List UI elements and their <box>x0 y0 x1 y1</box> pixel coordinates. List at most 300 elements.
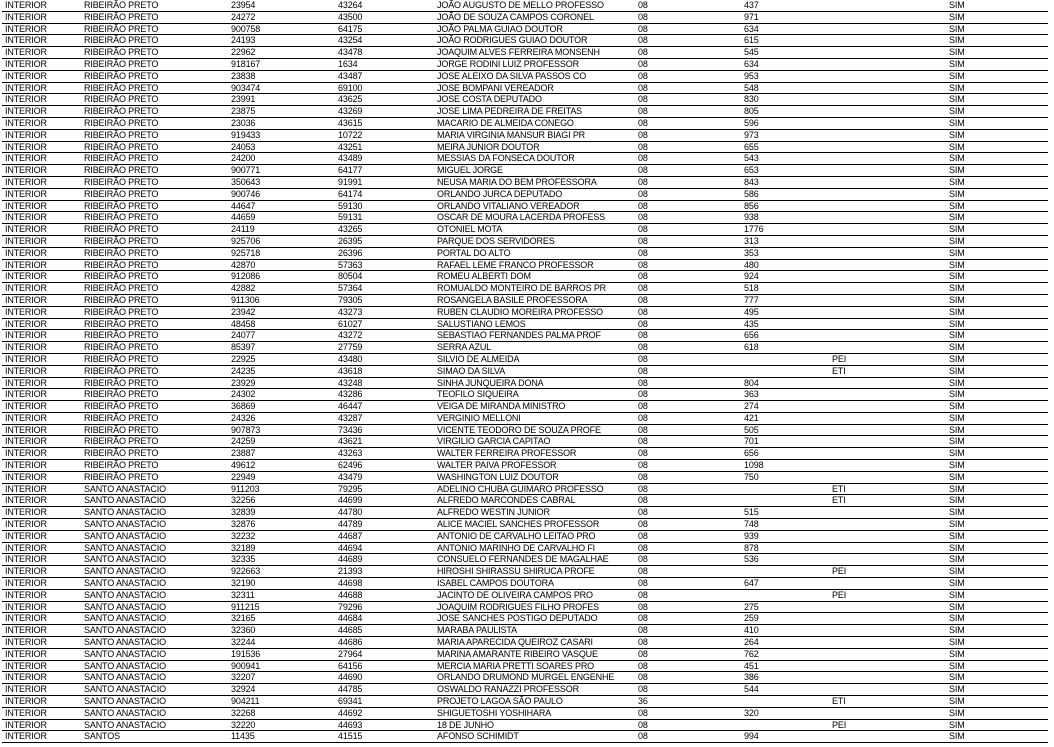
cell-code: 32165 <box>228 613 335 625</box>
cell-code: 22949 <box>228 471 335 483</box>
cell-cie: 43618 <box>335 365 434 377</box>
cell-city: RIBEIRÃO PRETO <box>81 247 228 259</box>
cell-type: 08 <box>635 188 741 200</box>
cell-cie: 43287 <box>335 412 434 424</box>
cell-city: RIBEIRÃO PRETO <box>81 82 228 94</box>
cell-city: RIBEIRÃO PRETO <box>81 176 228 188</box>
cell-code: 42882 <box>228 283 335 295</box>
cell-program <box>829 235 946 247</box>
cell-code: 922663 <box>228 566 335 578</box>
cell-type: 08 <box>635 11 741 23</box>
table-row <box>2 660 1048 672</box>
cell-cie: 26395 <box>335 235 434 247</box>
cell-code: 32244 <box>228 637 335 649</box>
cell-school: OSWALDO RANAZZI PROFESSOR <box>434 684 635 696</box>
cell-flag: SIM <box>946 94 1048 106</box>
cell-code: 911306 <box>228 294 335 306</box>
cell-city: RIBEIRÃO PRETO <box>81 235 228 247</box>
cell-city: RIBEIRÃO PRETO <box>81 306 228 318</box>
cell-count: 804 <box>741 377 829 389</box>
table-row <box>2 224 1048 236</box>
cell-flag: SIM <box>946 566 1048 578</box>
cell-count: 656 <box>741 330 829 342</box>
cell-flag: SIM <box>946 188 1048 200</box>
table-row <box>2 235 1048 247</box>
cell-school: JOÃO DE SOUZA CAMPOS CORONEL <box>434 11 635 23</box>
cell-school: CONSUELO FERNANDES DE MAGALHAE <box>434 554 635 566</box>
cell-count: 762 <box>741 648 829 660</box>
cell-region: INTERIOR <box>2 495 81 507</box>
cell-school: PARQUE DOS SERVIDORES <box>434 235 635 247</box>
cell-count: 320 <box>741 707 829 719</box>
cell-program <box>829 200 946 212</box>
table-row <box>2 283 1048 295</box>
cell-school: SHIGUETOSHI YOSHIHARA <box>434 707 635 719</box>
cell-school: JOAQUIM ALVES FERREIRA MONSENH <box>434 47 635 59</box>
cell-type: 08 <box>635 235 741 247</box>
cell-count: 939 <box>741 530 829 542</box>
cell-program <box>829 377 946 389</box>
cell-type: 08 <box>635 412 741 424</box>
cell-code: 11435 <box>228 731 335 743</box>
cell-count: 386 <box>741 672 829 684</box>
cell-cie: 41515 <box>335 731 434 743</box>
school-table <box>2 0 1048 743</box>
cell-cie: 44689 <box>335 554 434 566</box>
cell-cie: 64177 <box>335 165 434 177</box>
cell-count: 544 <box>741 684 829 696</box>
cell-school: JOÃO RODRIGUES GUIAO DOUTOR <box>434 35 635 47</box>
cell-flag: SIM <box>946 707 1048 719</box>
cell-city: RIBEIRÃO PRETO <box>81 424 228 436</box>
cell-count: 777 <box>741 294 829 306</box>
cell-flag: SIM <box>946 342 1048 354</box>
cell-school: VIRGILIO GARCIA CAPITAO <box>434 436 635 448</box>
cell-type: 08 <box>635 424 741 436</box>
cell-count: 274 <box>741 401 829 413</box>
table-row <box>2 35 1048 47</box>
cell-flag: SIM <box>946 696 1048 708</box>
cell-count: 259 <box>741 613 829 625</box>
table-row <box>2 719 1048 731</box>
cell-program <box>829 212 946 224</box>
cell-school: OTONIEL MOTA <box>434 224 635 236</box>
table-row <box>2 684 1048 696</box>
cell-region: INTERIOR <box>2 176 81 188</box>
cell-count: 275 <box>741 601 829 613</box>
cell-city: SANTO ANASTACIO <box>81 719 228 731</box>
cell-flag: SIM <box>946 23 1048 35</box>
cell-school: VERGINIO MELLONI <box>434 412 635 424</box>
cell-city: RIBEIRÃO PRETO <box>81 365 228 377</box>
cell-school: HIROSHI SHIRASSU SHIRUCA PROFE <box>434 566 635 578</box>
cell-flag: SIM <box>946 106 1048 118</box>
table-row <box>2 129 1048 141</box>
cell-type: 08 <box>635 519 741 531</box>
table-row <box>2 424 1048 436</box>
cell-type: 08 <box>635 306 741 318</box>
cell-program <box>829 412 946 424</box>
cell-cie: 43487 <box>335 70 434 82</box>
cell-flag: SIM <box>946 247 1048 259</box>
cell-flag: SIM <box>946 117 1048 129</box>
cell-region: INTERIOR <box>2 247 81 259</box>
cell-cie: 43248 <box>335 377 434 389</box>
cell-program <box>829 424 946 436</box>
cell-school: MARABA PAULISTA <box>434 625 635 637</box>
table-row <box>2 353 1048 365</box>
cell-school: JOSE BOMPANI VEREADOR <box>434 82 635 94</box>
cell-flag: SIM <box>946 424 1048 436</box>
cell-school: JORGE RODINI LUIZ PROFESSOR <box>434 58 635 70</box>
cell-program <box>829 94 946 106</box>
cell-count: 701 <box>741 436 829 448</box>
cell-type: 08 <box>635 613 741 625</box>
cell-type: 08 <box>635 58 741 70</box>
cell-type: 08 <box>635 342 741 354</box>
cell-region: INTERIOR <box>2 684 81 696</box>
cell-cie: 57363 <box>335 259 434 271</box>
cell-flag: SIM <box>946 613 1048 625</box>
cell-type: 08 <box>635 625 741 637</box>
cell-type: 08 <box>635 637 741 649</box>
cell-cie: 27759 <box>335 342 434 354</box>
cell-type: 08 <box>635 94 741 106</box>
cell-city: RIBEIRÃO PRETO <box>81 58 228 70</box>
cell-flag: SIM <box>946 0 1048 11</box>
cell-program <box>829 70 946 82</box>
cell-cie: 43615 <box>335 117 434 129</box>
cell-cie: 59131 <box>335 212 434 224</box>
cell-city: RIBEIRÃO PRETO <box>81 165 228 177</box>
cell-region: INTERIOR <box>2 165 81 177</box>
cell-school: PROJETO LAGOA SÃO PAULO <box>434 696 635 708</box>
cell-count: 843 <box>741 176 829 188</box>
cell-city: SANTO ANASTACIO <box>81 672 228 684</box>
cell-city: SANTO ANASTACIO <box>81 483 228 495</box>
table-row <box>2 507 1048 519</box>
cell-cie: 73436 <box>335 424 434 436</box>
table-row <box>2 578 1048 590</box>
table-row <box>2 625 1048 637</box>
table-row <box>2 58 1048 70</box>
cell-city: RIBEIRÃO PRETO <box>81 401 228 413</box>
cell-type: 08 <box>635 224 741 236</box>
cell-code: 42870 <box>228 259 335 271</box>
cell-cie: 44692 <box>335 707 434 719</box>
cell-cie: 43254 <box>335 35 434 47</box>
table-row <box>2 23 1048 35</box>
cell-code: 32232 <box>228 530 335 542</box>
cell-code: 49612 <box>228 460 335 472</box>
cell-type: 08 <box>635 165 741 177</box>
cell-flag: SIM <box>946 401 1048 413</box>
cell-type: 08 <box>635 648 741 660</box>
cell-code: 32268 <box>228 707 335 719</box>
cell-type: 08 <box>635 507 741 519</box>
cell-count: 938 <box>741 212 829 224</box>
cell-cie: 43500 <box>335 11 434 23</box>
table-row <box>2 117 1048 129</box>
cell-count: 653 <box>741 165 829 177</box>
cell-code: 24200 <box>228 153 335 165</box>
cell-program <box>829 294 946 306</box>
cell-flag: SIM <box>946 129 1048 141</box>
cell-region: INTERIOR <box>2 0 81 11</box>
cell-flag: SIM <box>946 519 1048 531</box>
cell-code: 907873 <box>228 424 335 436</box>
cell-program <box>829 637 946 649</box>
cell-region: INTERIOR <box>2 235 81 247</box>
cell-city: RIBEIRÃO PRETO <box>81 330 228 342</box>
cell-count: 495 <box>741 306 829 318</box>
cell-type: 08 <box>635 47 741 59</box>
table-row <box>2 448 1048 460</box>
cell-code: 24235 <box>228 365 335 377</box>
cell-code: 48458 <box>228 318 335 330</box>
cell-school: AFONSO SCHIMIDT <box>434 731 635 743</box>
cell-type: 08 <box>635 660 741 672</box>
cell-city: RIBEIRÃO PRETO <box>81 342 228 354</box>
cell-school: ADELINO CHUBA GUIMARO PROFESSO <box>434 483 635 495</box>
cell-city: RIBEIRÃO PRETO <box>81 70 228 82</box>
cell-program <box>829 471 946 483</box>
cell-flag: SIM <box>946 389 1048 401</box>
cell-school: VICENTE TEODORO DE SOUZA PROFE <box>434 424 635 436</box>
cell-cie: 69341 <box>335 696 434 708</box>
cell-program <box>829 684 946 696</box>
cell-region: INTERIOR <box>2 483 81 495</box>
cell-cie: 27964 <box>335 648 434 660</box>
table-row <box>2 648 1048 660</box>
cell-count: 515 <box>741 507 829 519</box>
cell-region: INTERIOR <box>2 519 81 531</box>
cell-program <box>829 283 946 295</box>
cell-program: PEI <box>829 719 946 731</box>
cell-city: RIBEIRÃO PRETO <box>81 200 228 212</box>
cell-program <box>829 507 946 519</box>
cell-region: INTERIOR <box>2 613 81 625</box>
cell-flag: SIM <box>946 259 1048 271</box>
cell-count: 545 <box>741 47 829 59</box>
cell-count <box>741 353 829 365</box>
cell-type: 08 <box>635 401 741 413</box>
cell-flag: SIM <box>946 672 1048 684</box>
cell-flag: SIM <box>946 318 1048 330</box>
cell-count: 353 <box>741 247 829 259</box>
table-row <box>2 271 1048 283</box>
cell-type: 08 <box>635 70 741 82</box>
cell-code: 912086 <box>228 271 335 283</box>
cell-type: 08 <box>635 495 741 507</box>
cell-city: RIBEIRÃO PRETO <box>81 188 228 200</box>
cell-region: INTERIOR <box>2 554 81 566</box>
cell-flag: SIM <box>946 165 1048 177</box>
cell-code: 23887 <box>228 448 335 460</box>
cell-school: JOÃO PALMA GUIAO DOUTOR <box>434 23 635 35</box>
cell-flag: SIM <box>946 542 1048 554</box>
cell-code: 24326 <box>228 412 335 424</box>
cell-region: INTERIOR <box>2 318 81 330</box>
cell-program <box>829 318 946 330</box>
cell-cie: 44699 <box>335 495 434 507</box>
cell-flag: SIM <box>946 495 1048 507</box>
cell-region: INTERIOR <box>2 82 81 94</box>
cell-count: 805 <box>741 106 829 118</box>
cell-city: RIBEIRÃO PRETO <box>81 94 228 106</box>
cell-flag: SIM <box>946 82 1048 94</box>
table-row <box>2 542 1048 554</box>
cell-code: 24119 <box>228 224 335 236</box>
cell-region: INTERIOR <box>2 188 81 200</box>
cell-code: 900758 <box>228 23 335 35</box>
table-row <box>2 471 1048 483</box>
cell-type: 08 <box>635 35 741 47</box>
cell-cie: 80504 <box>335 271 434 283</box>
cell-program <box>829 330 946 342</box>
cell-cie: 44686 <box>335 637 434 649</box>
table-row <box>2 11 1048 23</box>
cell-region: INTERIOR <box>2 353 81 365</box>
cell-cie: 44789 <box>335 519 434 531</box>
cell-cie: 79296 <box>335 601 434 613</box>
cell-count: 647 <box>741 578 829 590</box>
table-row <box>2 530 1048 542</box>
cell-city: SANTO ANASTACIO <box>81 696 228 708</box>
cell-region: INTERIOR <box>2 58 81 70</box>
cell-school: ANTONIO MARINHO DE CARVALHO FI <box>434 542 635 554</box>
cell-city: RIBEIRÃO PRETO <box>81 259 228 271</box>
cell-city: SANTO ANASTACIO <box>81 660 228 672</box>
cell-school: SERRA AZUL <box>434 342 635 354</box>
cell-region: INTERIOR <box>2 436 81 448</box>
cell-cie: 46447 <box>335 401 434 413</box>
cell-flag: SIM <box>946 589 1048 601</box>
cell-city: SANTO ANASTACIO <box>81 707 228 719</box>
cell-flag: SIM <box>946 11 1048 23</box>
cell-code: 32190 <box>228 578 335 590</box>
cell-region: INTERIOR <box>2 578 81 590</box>
cell-school: JOÃO AUGUSTO DE MELLO PROFESSO <box>434 0 635 11</box>
cell-flag: SIM <box>946 719 1048 731</box>
cell-code: 24053 <box>228 141 335 153</box>
cell-type: 08 <box>635 672 741 684</box>
table-row <box>2 342 1048 354</box>
cell-school: ALICE MACIEL SANCHES PROFESSOR <box>434 519 635 531</box>
cell-school: WALTER PAIVA PROFESSOR <box>434 460 635 472</box>
cell-code: 900746 <box>228 188 335 200</box>
table-row <box>2 47 1048 59</box>
table-row <box>2 601 1048 613</box>
cell-school: ROSANGELA BASILE PROFESSORA <box>434 294 635 306</box>
cell-school: JOSE COSTA DEPUTADO <box>434 94 635 106</box>
cell-program <box>829 401 946 413</box>
cell-flag: SIM <box>946 330 1048 342</box>
cell-count: 750 <box>741 471 829 483</box>
cell-code: 919433 <box>228 129 335 141</box>
cell-school: MARIA VIRGINIA MANSUR BIAGI PR <box>434 129 635 141</box>
cell-code: 32256 <box>228 495 335 507</box>
cell-program <box>829 648 946 660</box>
cell-type: 36 <box>635 696 741 708</box>
table-row <box>2 389 1048 401</box>
cell-flag: SIM <box>946 377 1048 389</box>
cell-code: 918167 <box>228 58 335 70</box>
cell-school: ALFREDO MARCONDES CABRAL <box>434 495 635 507</box>
cell-type: 08 <box>635 117 741 129</box>
cell-flag: SIM <box>946 365 1048 377</box>
cell-city: RIBEIRÃO PRETO <box>81 224 228 236</box>
cell-school: JOSE LIMA PEDREIRA DE FREITAS <box>434 106 635 118</box>
cell-type: 08 <box>635 542 741 554</box>
cell-city: RIBEIRÃO PRETO <box>81 11 228 23</box>
cell-cie: 59130 <box>335 200 434 212</box>
cell-type: 08 <box>635 212 741 224</box>
cell-count <box>741 566 829 578</box>
cell-city: RIBEIRÃO PRETO <box>81 294 228 306</box>
cell-code: 22962 <box>228 47 335 59</box>
cell-region: INTERIOR <box>2 530 81 542</box>
table-row <box>2 153 1048 165</box>
cell-code: 925718 <box>228 247 335 259</box>
cell-cie: 21393 <box>335 566 434 578</box>
cell-type: 08 <box>635 106 741 118</box>
cell-city: SANTO ANASTACIO <box>81 519 228 531</box>
cell-type: 08 <box>635 436 741 448</box>
cell-school: RAFAEL LEME FRANCO PROFESSOR <box>434 259 635 271</box>
cell-region: INTERIOR <box>2 648 81 660</box>
cell-region: INTERIOR <box>2 153 81 165</box>
cell-cie: 43269 <box>335 106 434 118</box>
cell-school: MACARIO DE ALMEIDA CONEGO <box>434 117 635 129</box>
cell-flag: SIM <box>946 554 1048 566</box>
cell-region: INTERIOR <box>2 719 81 731</box>
cell-type: 08 <box>635 259 741 271</box>
cell-flag: SIM <box>946 625 1048 637</box>
cell-city: SANTO ANASTACIO <box>81 684 228 696</box>
cell-type: 08 <box>635 483 741 495</box>
cell-region: INTERIOR <box>2 365 81 377</box>
cell-code: 32360 <box>228 625 335 637</box>
table-row <box>2 589 1048 601</box>
cell-count <box>741 365 829 377</box>
table-row <box>2 212 1048 224</box>
cell-region: INTERIOR <box>2 625 81 637</box>
cell-program <box>829 82 946 94</box>
table-row <box>2 70 1048 82</box>
cell-city: RIBEIRÃO PRETO <box>81 412 228 424</box>
cell-city: SANTO ANASTACIO <box>81 554 228 566</box>
cell-region: INTERIOR <box>2 259 81 271</box>
cell-cie: 43263 <box>335 448 434 460</box>
cell-region: INTERIOR <box>2 11 81 23</box>
cell-region: INTERIOR <box>2 106 81 118</box>
cell-type: 08 <box>635 448 741 460</box>
cell-cie: 43621 <box>335 436 434 448</box>
cell-count <box>741 589 829 601</box>
cell-program: ETI <box>829 365 946 377</box>
cell-region: INTERIOR <box>2 35 81 47</box>
cell-region: INTERIOR <box>2 271 81 283</box>
cell-count: 264 <box>741 637 829 649</box>
cell-region: INTERIOR <box>2 589 81 601</box>
table-row <box>2 306 1048 318</box>
table-row <box>2 247 1048 259</box>
cell-code: 350643 <box>228 176 335 188</box>
cell-city: RIBEIRÃO PRETO <box>81 35 228 47</box>
cell-school: MERCIA MARIA PRETTI SOARES PRO <box>434 660 635 672</box>
cell-flag: SIM <box>946 212 1048 224</box>
